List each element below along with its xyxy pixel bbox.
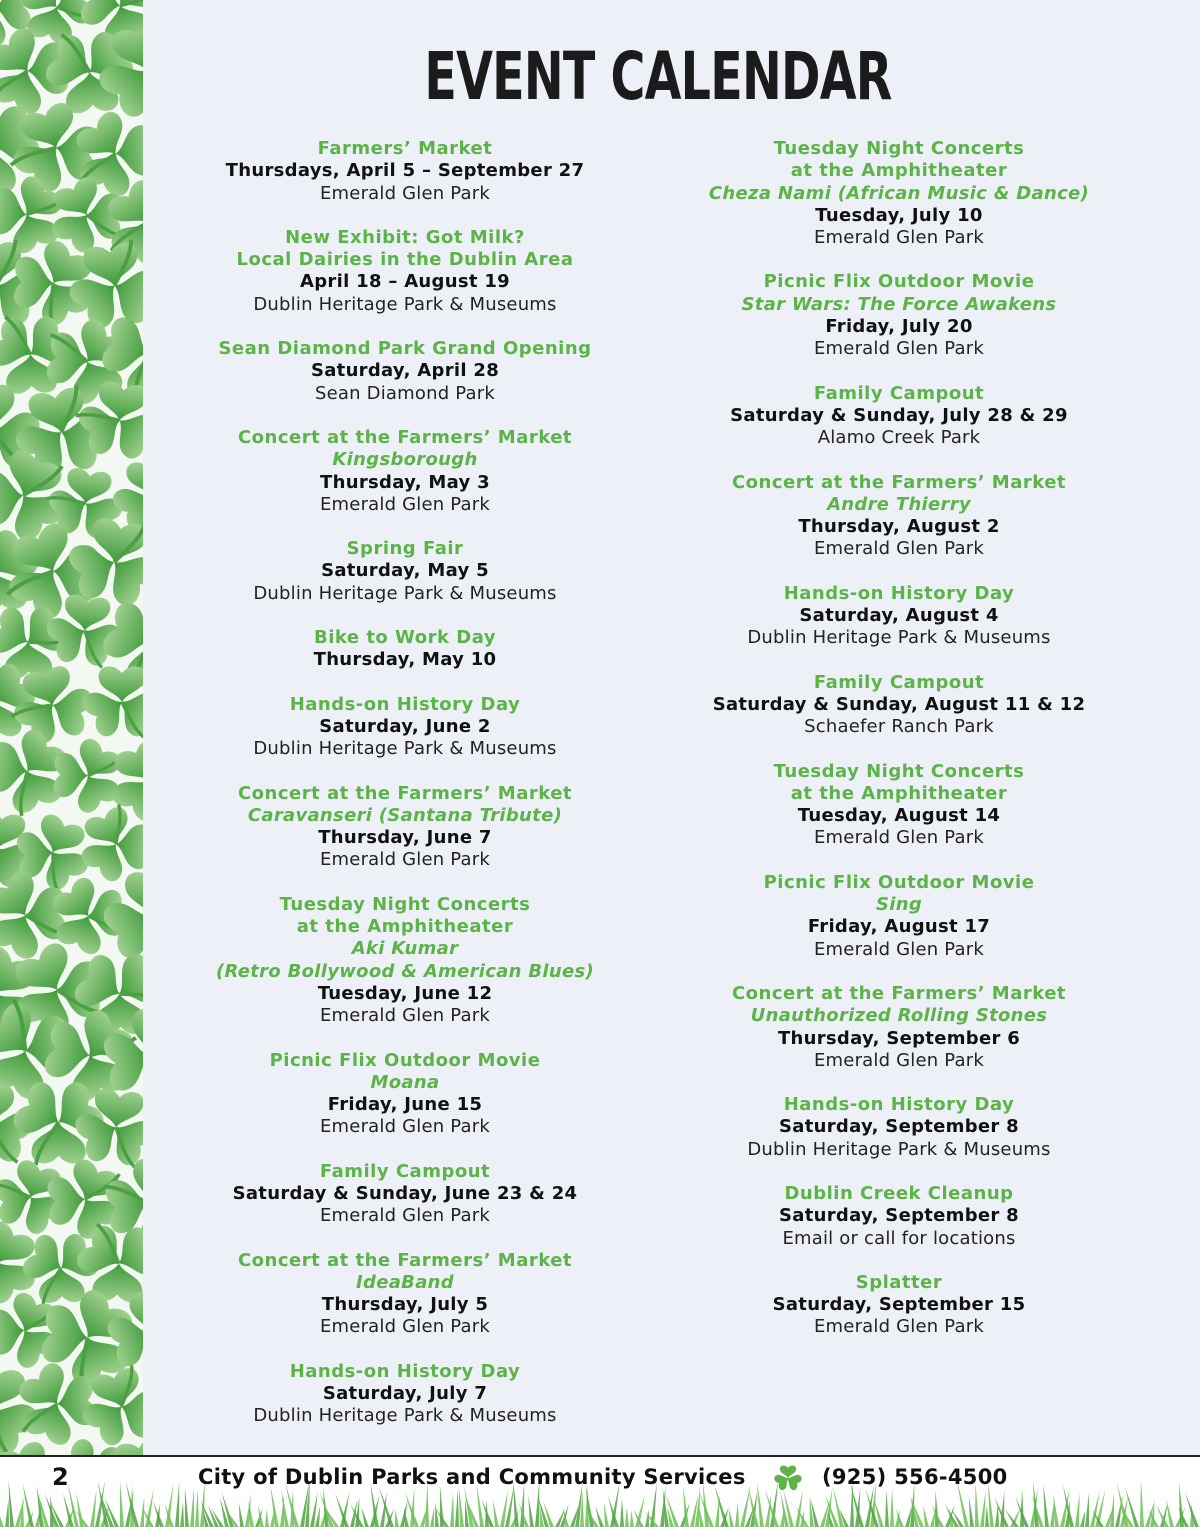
event-name: Picnic Flix Outdoor Movie [763, 271, 1035, 293]
right-column [689, 138, 1109, 1361]
event-location: Dublin Heritage Park & Museums [253, 738, 557, 760]
event-performer: Kingsborough [332, 449, 478, 471]
event-location: Emerald Glen Park [319, 1116, 490, 1138]
event-location: Emerald Glen Park [813, 227, 984, 249]
event-item [195, 694, 615, 761]
event-performer: Cheza Nami (African Music & Dance) [708, 182, 1090, 204]
event-date: Saturday & Sunday, July 28 & 29 [730, 404, 1068, 426]
event-item [689, 983, 1109, 1072]
event-calendar-page [143, 0, 1200, 1455]
event-location: Emerald Glen Park [319, 1316, 490, 1338]
shamrock-icon [774, 1464, 802, 1496]
event-date: Thursdays, April 5 – September 27 [225, 160, 585, 182]
event-item [195, 783, 615, 872]
event-name: at the Amphitheater [790, 782, 1008, 804]
event-name: Hands-on History Day [289, 693, 521, 715]
event-item [195, 227, 615, 316]
event-date: Saturday, September 8 [778, 1116, 1019, 1138]
event-date: Thursday, August 2 [798, 516, 1000, 538]
event-name: Hands-on History Day [783, 1094, 1015, 1116]
event-date: Tuesday, July 10 [815, 204, 983, 226]
event-name: New Exhibit: Got Milk? [285, 226, 525, 248]
event-location: Dublin Heritage Park & Museums [253, 582, 557, 604]
event-name: Sean Diamond Park Grand Opening [218, 338, 592, 360]
event-location: Emerald Glen Park [813, 827, 984, 849]
event-item [689, 138, 1109, 249]
event-date: Friday, June 15 [327, 1094, 483, 1116]
event-performer: IdeaBand [356, 1271, 454, 1293]
event-date: Saturday, April 28 [310, 360, 500, 382]
event-name: Tuesday Night Concerts [773, 138, 1025, 159]
event-location: Alamo Creek Park [817, 427, 981, 449]
event-name: at the Amphitheater [790, 160, 1008, 182]
event-date: Thursday, June 7 [318, 827, 492, 849]
event-location: Emerald Glen Park [813, 538, 984, 560]
event-item [689, 383, 1109, 450]
event-name: Picnic Flix Outdoor Movie [763, 871, 1035, 893]
event-date: Friday, July 20 [825, 316, 973, 338]
page-number: 2 [52, 1463, 69, 1491]
event-performer: (Retro Bollywood & American Blues) [215, 960, 595, 982]
event-name: at the Amphitheater [296, 916, 514, 938]
event-item [195, 627, 615, 672]
event-date: Saturday, September 15 [772, 1294, 1026, 1316]
event-performer: Caravanseri (Santana Tribute) [247, 804, 563, 826]
event-date: Saturday, May 5 [321, 560, 489, 582]
event-name: Dublin Creek Cleanup [784, 1182, 1014, 1204]
event-item [195, 1361, 615, 1428]
event-location: Email or call for locations [782, 1227, 1016, 1249]
page-title: EVENT CALENDAR [424, 38, 892, 115]
event-date: Tuesday, August 14 [797, 805, 1001, 827]
event-date: Tuesday, June 12 [317, 982, 493, 1004]
event-name: Farmers’ Market [317, 138, 493, 159]
event-date: Thursday, July 5 [321, 1294, 489, 1316]
event-item [689, 1094, 1109, 1161]
left-column [195, 138, 615, 1450]
event-item [195, 1250, 615, 1339]
event-item [195, 1050, 615, 1139]
event-item [689, 1183, 1109, 1250]
event-item [689, 1272, 1109, 1339]
event-location: Sean Diamond Park [315, 382, 495, 404]
event-date: Saturday, September 8 [778, 1205, 1019, 1227]
event-date: Thursday, May 10 [313, 649, 497, 671]
event-name: Family Campout [813, 671, 985, 693]
event-name: Local Dairies in the Dublin Area [236, 249, 574, 271]
event-date: Saturday & Sunday, June 23 & 24 [232, 1182, 578, 1204]
event-location: Emerald Glen Park [813, 1049, 984, 1071]
event-item [689, 672, 1109, 739]
event-date: April 18 – August 19 [300, 271, 510, 293]
event-location: Dublin Heritage Park & Museums [253, 1405, 557, 1427]
event-name: Concert at the Farmers’ Market [731, 982, 1067, 1004]
event-location: Emerald Glen Park [813, 338, 984, 360]
event-item [195, 538, 615, 605]
event-name: Concert at the Farmers’ Market [237, 782, 573, 804]
event-item [689, 472, 1109, 561]
event-name: Hands-on History Day [289, 1360, 521, 1382]
event-date: Saturday & Sunday, August 11 & 12 [712, 693, 1086, 715]
event-location: Dublin Heritage Park & Museums [747, 627, 1051, 649]
event-name: Picnic Flix Outdoor Movie [269, 1049, 541, 1071]
event-name: Bike to Work Day [313, 627, 497, 649]
event-location: Emerald Glen Park [813, 938, 984, 960]
event-name: Concert at the Farmers’ Market [237, 1249, 573, 1271]
event-performer: Sing [875, 894, 923, 916]
footer [0, 1457, 1200, 1527]
event-performer: Andre Thierry [827, 493, 971, 515]
event-location: Schaefer Ranch Park [804, 716, 994, 738]
event-performer: Unauthorized Rolling Stones [750, 1005, 1048, 1027]
organization-name: City of Dublin Parks and Community Services [198, 1465, 746, 1489]
event-location: Dublin Heritage Park & Museums [253, 293, 557, 315]
event-name: Family Campout [319, 1160, 491, 1182]
event-name: Hands-on History Day [783, 582, 1015, 604]
event-performer: Star Wars: The Force Awakens [741, 293, 1057, 315]
shamrock-pattern-icon [0, 0, 143, 1455]
event-item [195, 338, 615, 405]
event-performer: Aki Kumar [351, 938, 459, 960]
event-name: Tuesday Night Concerts [279, 893, 531, 915]
event-location: Emerald Glen Park [319, 1205, 490, 1227]
event-location: Dublin Heritage Park & Museums [747, 1138, 1051, 1160]
event-date: Saturday, August 4 [799, 605, 999, 627]
event-item [195, 138, 615, 205]
event-location: Emerald Glen Park [813, 1316, 984, 1338]
event-name: Splatter [855, 1271, 943, 1293]
event-item [195, 894, 615, 1028]
event-name: Spring Fair [346, 538, 464, 560]
event-date: Saturday, July 7 [322, 1383, 488, 1405]
event-date: Friday, August 17 [807, 916, 991, 938]
event-location: Emerald Glen Park [319, 849, 490, 871]
event-date: Thursday, September 6 [777, 1027, 1021, 1049]
event-name: Concert at the Farmers’ Market [731, 471, 1067, 493]
event-location: Emerald Glen Park [319, 1005, 490, 1027]
event-item [195, 1161, 615, 1228]
event-performer: Moana [370, 1071, 440, 1093]
event-name: Family Campout [813, 382, 985, 404]
event-name: Concert at the Farmers’ Market [237, 426, 573, 448]
event-item [689, 872, 1109, 961]
event-item [689, 761, 1109, 850]
event-name: Tuesday Night Concerts [773, 760, 1025, 782]
event-location: Emerald Glen Park [319, 182, 490, 204]
event-item [689, 583, 1109, 650]
event-item [195, 427, 615, 516]
event-item [689, 271, 1109, 360]
event-location: Emerald Glen Park [319, 493, 490, 515]
shamrock-pattern-sidebar [0, 0, 143, 1455]
event-date: Saturday, June 2 [319, 715, 491, 737]
phone-number: (925) 556-4500 [822, 1465, 1008, 1489]
event-date: Thursday, May 3 [320, 471, 490, 493]
